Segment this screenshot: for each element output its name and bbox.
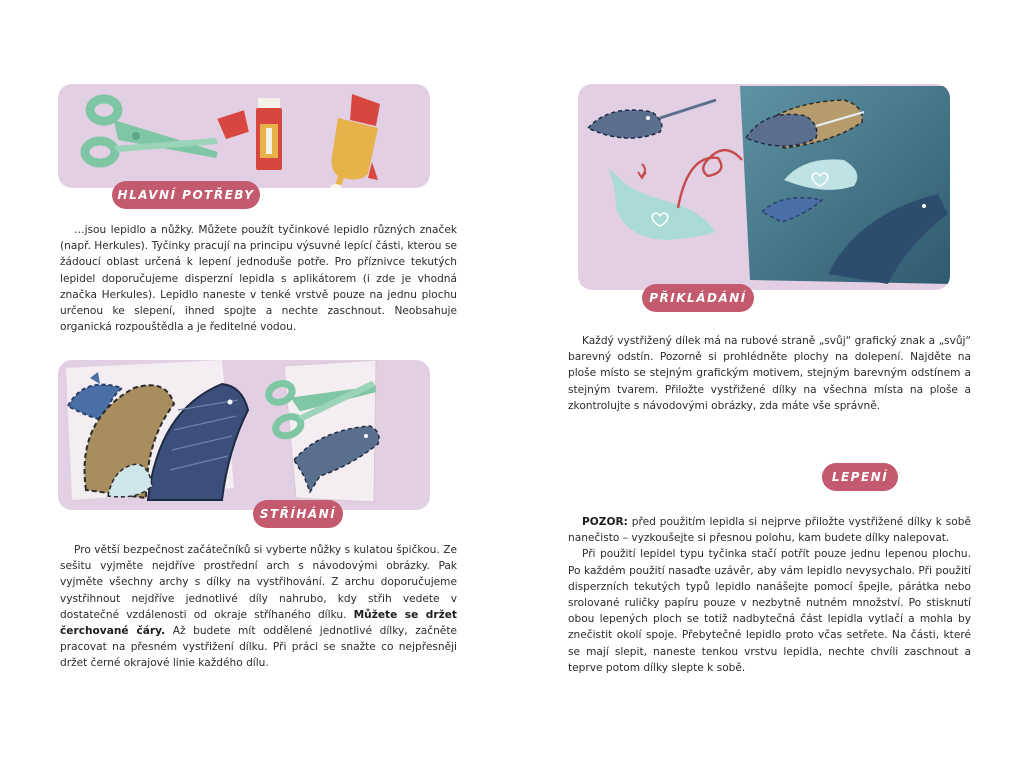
cutting-paragraph bbox=[60, 542, 457, 672]
right-page bbox=[512, 0, 1024, 768]
section-title-supplies: HLAVNÍ POTŘEBY bbox=[112, 181, 260, 209]
cutting-text-part1: Pro větší bezpečnost začátečníků si vyberte nůžky s kulatou špičkou. Ze sešitu vyjměte nejdříve prostřední arch s návodovými obrázky. Pak vyjměte všechny archy s dílky na vystřihování. Z archu doporučujeme vystřihnout nejdříve jednotlivé díly nahrubo, kdy střih vedete v dostatečné vzdálenosti od okraje stříhaného dílku. bbox=[60, 544, 457, 621]
scissors-icon bbox=[85, 99, 218, 163]
supplies-text bbox=[60, 222, 457, 335]
supplies-banner bbox=[58, 84, 430, 188]
glue-bottle-icon bbox=[330, 94, 380, 188]
placing-banner bbox=[578, 84, 950, 290]
narwhal-illustration bbox=[588, 100, 716, 138]
section-title-gluing: LEPENÍ bbox=[822, 463, 898, 491]
gluing-paragraph-1 bbox=[568, 514, 971, 546]
supplies-paragraph: …jsou lepidlo a nůžky. Můžete použít tyčinkové lepidlo různých značek (např. Herkules). Tyčinky pracují na principu výsuvné lepící části, kterou se žádoucí oblast určená k lepení jednoduše potře. Pro příznivce tekutých lepidel doporučujeme disperzní lepidla s aplikátorem (i zde je vhodná značka Herkules). Lepidlo naneste v tenké vrstvě pouze na jednu plochu určenou ke slepení, ihned spojte a nechte zaschnout. Neobsahuje organická rozpouštědla a je ředitelné vodou. bbox=[60, 224, 457, 334]
placing-paragraph: Každý vystřižený dílek má na rubové straně „svůj“ grafický znak a „svůj“ barevný odstín. Pozorně si prohlédněte plochy na dolepení. Najděte na ploše místo se stejným grafickým motivem, stejným barevným odstínem a stejným tvarem. Přiložte vystřižené dílky na všechna místa na ploše a zkontrolujte s návodovými obrázky, zda máte vše správně. bbox=[568, 335, 971, 412]
cutting-text-part2: Až budete mít oddělené jednotlivé dílky, začněte pracovat na přesném vystřižení dílku. Při práci se snažte co nejpřesněji držet černé okrajové linie každého dílu. bbox=[60, 625, 457, 670]
cutting-illustration bbox=[58, 360, 430, 510]
cutting-text-bold: Můžete se držet čerchované čáry. bbox=[60, 608, 457, 638]
gluing-paragraph-2: Při použití lepidel typu tyčinka stačí potřít pouze jednu lepenou plochu. Po každém použití nasaďte uzávěr, aby vám lepidlo nevysychalo. Při použití disperzních tekutých typů lepidlo nanášejte pomocí špejle, párátka nebo srolované ruličky papíru pouze v nezbytně nutném množství. Po stisknutí obou lepených ploch se totiž nadbytečná část lepidla vytlačí a mohla by znečistit okolí spoje. Přebytečné lepidlo proto včas setřete. Na části, které se mají slepit, naneste tenkou vrstvu lepidla, nechte chvíli zaschnout a teprve potom dílky slepte k sobě. bbox=[568, 548, 971, 674]
section-title-placing: PŘIKLÁDÁNÍ bbox=[642, 284, 754, 312]
cutting-text bbox=[60, 542, 457, 672]
loose-narwhal-piece bbox=[608, 168, 716, 240]
cutting-banner bbox=[58, 360, 430, 510]
placing-illustration bbox=[578, 84, 950, 290]
supplies-illustration bbox=[58, 84, 430, 188]
placing-text bbox=[568, 333, 971, 414]
gluing-text bbox=[568, 514, 971, 676]
glue-stick-icon bbox=[256, 98, 282, 170]
glue-cap-icon bbox=[217, 110, 250, 140]
section-title-cutting: STŘÍHÁNÍ bbox=[253, 500, 343, 528]
gluing-warning-text: před použitím lepidla si nejprve přiložte vystřižené dílky k sobě nanečisto – vyzkoušejte si přesnou polohu, kam budete dílky nalepovat. bbox=[568, 516, 971, 545]
gluing-warning-label: POZOR: bbox=[582, 516, 628, 528]
